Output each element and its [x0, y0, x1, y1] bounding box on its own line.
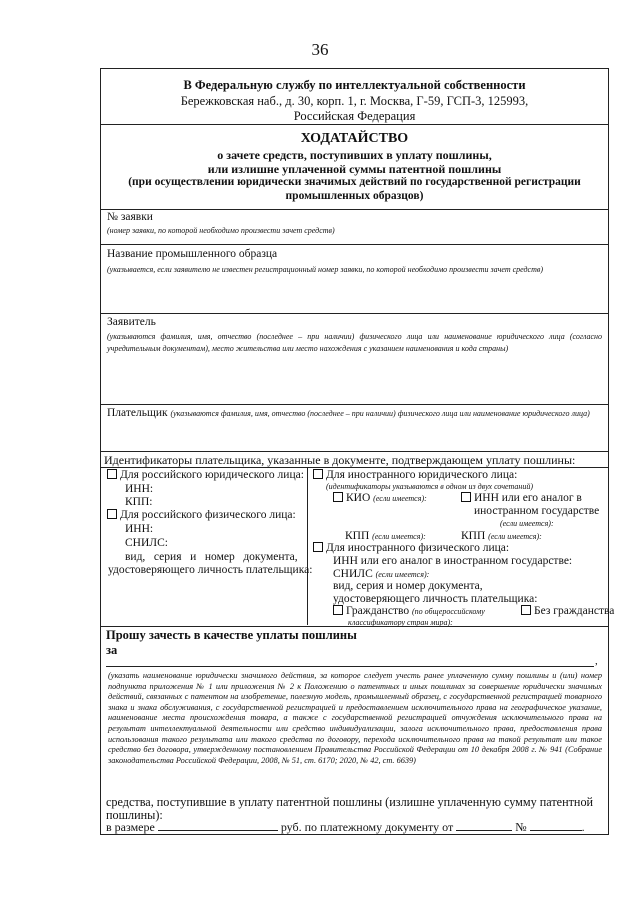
form-subtitle-1: о зачете средств, поступивших в уплату пошлины, — [217, 148, 492, 162]
foreign-legal-option[interactable] — [313, 469, 517, 483]
divider — [100, 451, 609, 452]
divider — [100, 626, 609, 627]
fp-doc-line2: удостоверяющего личность плательщика: — [333, 593, 538, 605]
ru-legal-option[interactable] — [107, 469, 304, 483]
payer-label: Плательщик — [107, 407, 168, 419]
payment-date-field[interactable] — [456, 820, 512, 831]
citizenship-label: Гражданство — [346, 605, 410, 617]
foreign-person-option[interactable] — [313, 542, 509, 556]
fp-snils-hint: (если имеется): — [375, 570, 430, 579]
divider — [100, 313, 609, 314]
fp-inn-label: ИНН или его аналог в иностранном государстве: — [333, 555, 573, 567]
checkbox[interactable] — [333, 605, 343, 615]
payer-block — [107, 407, 602, 421]
applicant-label: Заявитель — [107, 316, 156, 328]
stateless-label: Без гражданства — [534, 605, 615, 617]
form-subtitle-3: (при осуществлении юридически значимых действий по государственной регистрации — [128, 176, 581, 188]
payer-hint: (указываются фамилия, имя, отчество (последнее – при наличии) физического лица или наименование юридического лица) — [170, 409, 590, 418]
legal-action-comma: , — [595, 655, 598, 667]
identifiers-heading: Идентификаторы плательщика, указанные в документе, подтверждающем уплату пошлины: — [104, 453, 576, 467]
addressee-line1: В Федеральную службу по интеллектуальной собственности — [183, 78, 526, 92]
kpp-1-label: КПП — [345, 530, 370, 542]
fp-snils-label: СНИЛС — [333, 568, 373, 580]
inn-analog-hint: (если имеется): — [500, 519, 554, 528]
applicant-field[interactable] — [107, 365, 602, 400]
foreign-person-label: Для иностранного физического лица: — [326, 542, 510, 554]
kio-option[interactable] — [333, 492, 427, 506]
funds-line-2: пошлины): — [106, 808, 163, 822]
applicant-hint: (указываются фамилия, имя, отчество (последнее – при наличии) физического лица или наименование юридического лица (согласно учредительным документам), место жительства или место нахождения с указанием наименования и кода страны) — [107, 332, 602, 353]
checkbox[interactable] — [333, 492, 343, 502]
kpp-2-hint: (если имеется): — [488, 532, 542, 541]
design-name-hint: (указывается, если заявителю не известен регистрационный номер заявки, по которой необходимо произвести зачет средств) — [107, 265, 544, 274]
checkbox[interactable] — [461, 492, 471, 502]
funds-line-1: средства, поступившие в уплату патентной пошлины (излишне уплаченную сумму патентной — [106, 795, 594, 809]
kpp-1-hint: (если имеется): — [372, 532, 426, 541]
stateless-option[interactable] — [521, 605, 614, 619]
fp-doc-line1: вид, серия и номер документа, — [333, 580, 483, 592]
citizenship-option[interactable] — [333, 605, 485, 619]
application-number-field[interactable] — [180, 211, 600, 225]
amount-row-period: . — [581, 820, 585, 834]
ru-person-doc-line2: удостоверяющего личность плательщика: — [108, 564, 313, 576]
foreign-legal-label: Для иностранного юридического лица: — [326, 469, 518, 481]
citizenship-hint-2: классификатору стран мира): — [348, 618, 453, 627]
design-name-label: Название промышленного образца — [107, 248, 278, 260]
design-name-field[interactable] — [107, 290, 602, 310]
ru-person-doc-line1: вид, серия и номер документа, — [125, 551, 298, 563]
addressee-line3: Российская Федерация — [293, 109, 416, 123]
ru-person-label: Для российского физического лица: — [120, 509, 296, 521]
divider — [100, 404, 609, 405]
form-title: ХОДАТАЙСТВО — [300, 131, 409, 146]
divider — [100, 124, 609, 125]
inn-analog-label-1: ИНН или его аналог в — [474, 492, 582, 504]
request-heading: Прошу зачесть в качестве уплаты пошлины — [106, 628, 357, 642]
foreign-legal-hint: (идентификаторы указываются в одном из двух сочетаний) — [326, 482, 533, 491]
checkbox[interactable] — [107, 469, 117, 479]
divider — [100, 244, 609, 245]
form-subtitle-4: промышленных образцов) — [285, 190, 424, 202]
amount-field[interactable] — [158, 820, 278, 831]
divider — [100, 467, 609, 468]
legal-action-field[interactable] — [106, 658, 594, 667]
checkbox[interactable] — [107, 509, 117, 519]
amount-row — [106, 820, 585, 835]
divider — [100, 209, 609, 210]
addressee-line2: Бережковская наб., д. 30, корп. 1, г. Москва, Г-59, ГСП-3, 125993, — [180, 94, 529, 108]
column-divider — [307, 467, 308, 625]
form-subtitle-2: или излишне уплаченной суммы патентной пошлины — [207, 162, 502, 176]
request-for-label: за — [106, 643, 118, 657]
ru-legal-kpp-label: КПП: — [125, 496, 153, 508]
application-number-label: № заявки — [107, 211, 153, 223]
ru-person-option[interactable] — [107, 509, 296, 523]
ru-person-inn-label: ИНН: — [125, 523, 154, 535]
rub-label: руб. по платежному документу от — [280, 820, 454, 834]
inn-analog-label-2: иностранном государстве — [474, 505, 600, 517]
payer-field[interactable] — [107, 432, 602, 450]
application-number-hint: (номер заявки, по которой необходимо произвести зачет средств) — [107, 226, 335, 235]
checkbox[interactable] — [313, 469, 323, 479]
kio-hint: (если имеется): — [373, 494, 427, 503]
kpp-2-label: КПП — [461, 530, 486, 542]
citizenship-hint-1: (по общероссийскому — [411, 607, 485, 616]
checkbox[interactable] — [313, 542, 323, 552]
kio-label: КИО — [346, 492, 371, 504]
page-number: 36 — [311, 40, 329, 59]
payment-no-label: № — [515, 820, 527, 834]
amount-label: в размере — [106, 820, 155, 834]
checkbox[interactable] — [521, 605, 531, 615]
ru-person-snils-label: СНИЛС: — [125, 537, 168, 549]
ru-legal-inn-label: ИНН: — [125, 483, 154, 495]
request-note: (указать наименование юридически значимого действия, за которое следует учесть ранее уплаченную сумму пошлины и (или) номер подпункта приложения № 1 или приложения № 2 к Положению о патентных и иных пошлинах за совершение юридически значимых действий, связанных с патентом на изобретение, полезную модель, промышленный образец, с государственной регистрацией товарного знака и знака обслуживания, с государственной регистрацией и предоставлением исключительного права на географическое указание, наименование места происхождения товара, а также с государственной регистрацией отчуждения исключительного права на результат интеллектуальной деятельности или средство индивидуализации, залога исключительного права, предоставления права использования такого результата или такого средства по договору, перехода исключительного права на такой результат или такое средство без договора, утвержденному постановлением Правительства Российской Федерации от 10 декабря 2008 г. № 941 (Собрание законодательства Российской Федерации, 2008, № 51, ст. 6170; 2020, № 42, ст. 6639) — [108, 671, 602, 765]
payment-number-field[interactable] — [530, 820, 582, 831]
ru-legal-label: Для российского юридического лица: — [120, 469, 304, 481]
inn-analog-option[interactable] — [461, 492, 582, 506]
